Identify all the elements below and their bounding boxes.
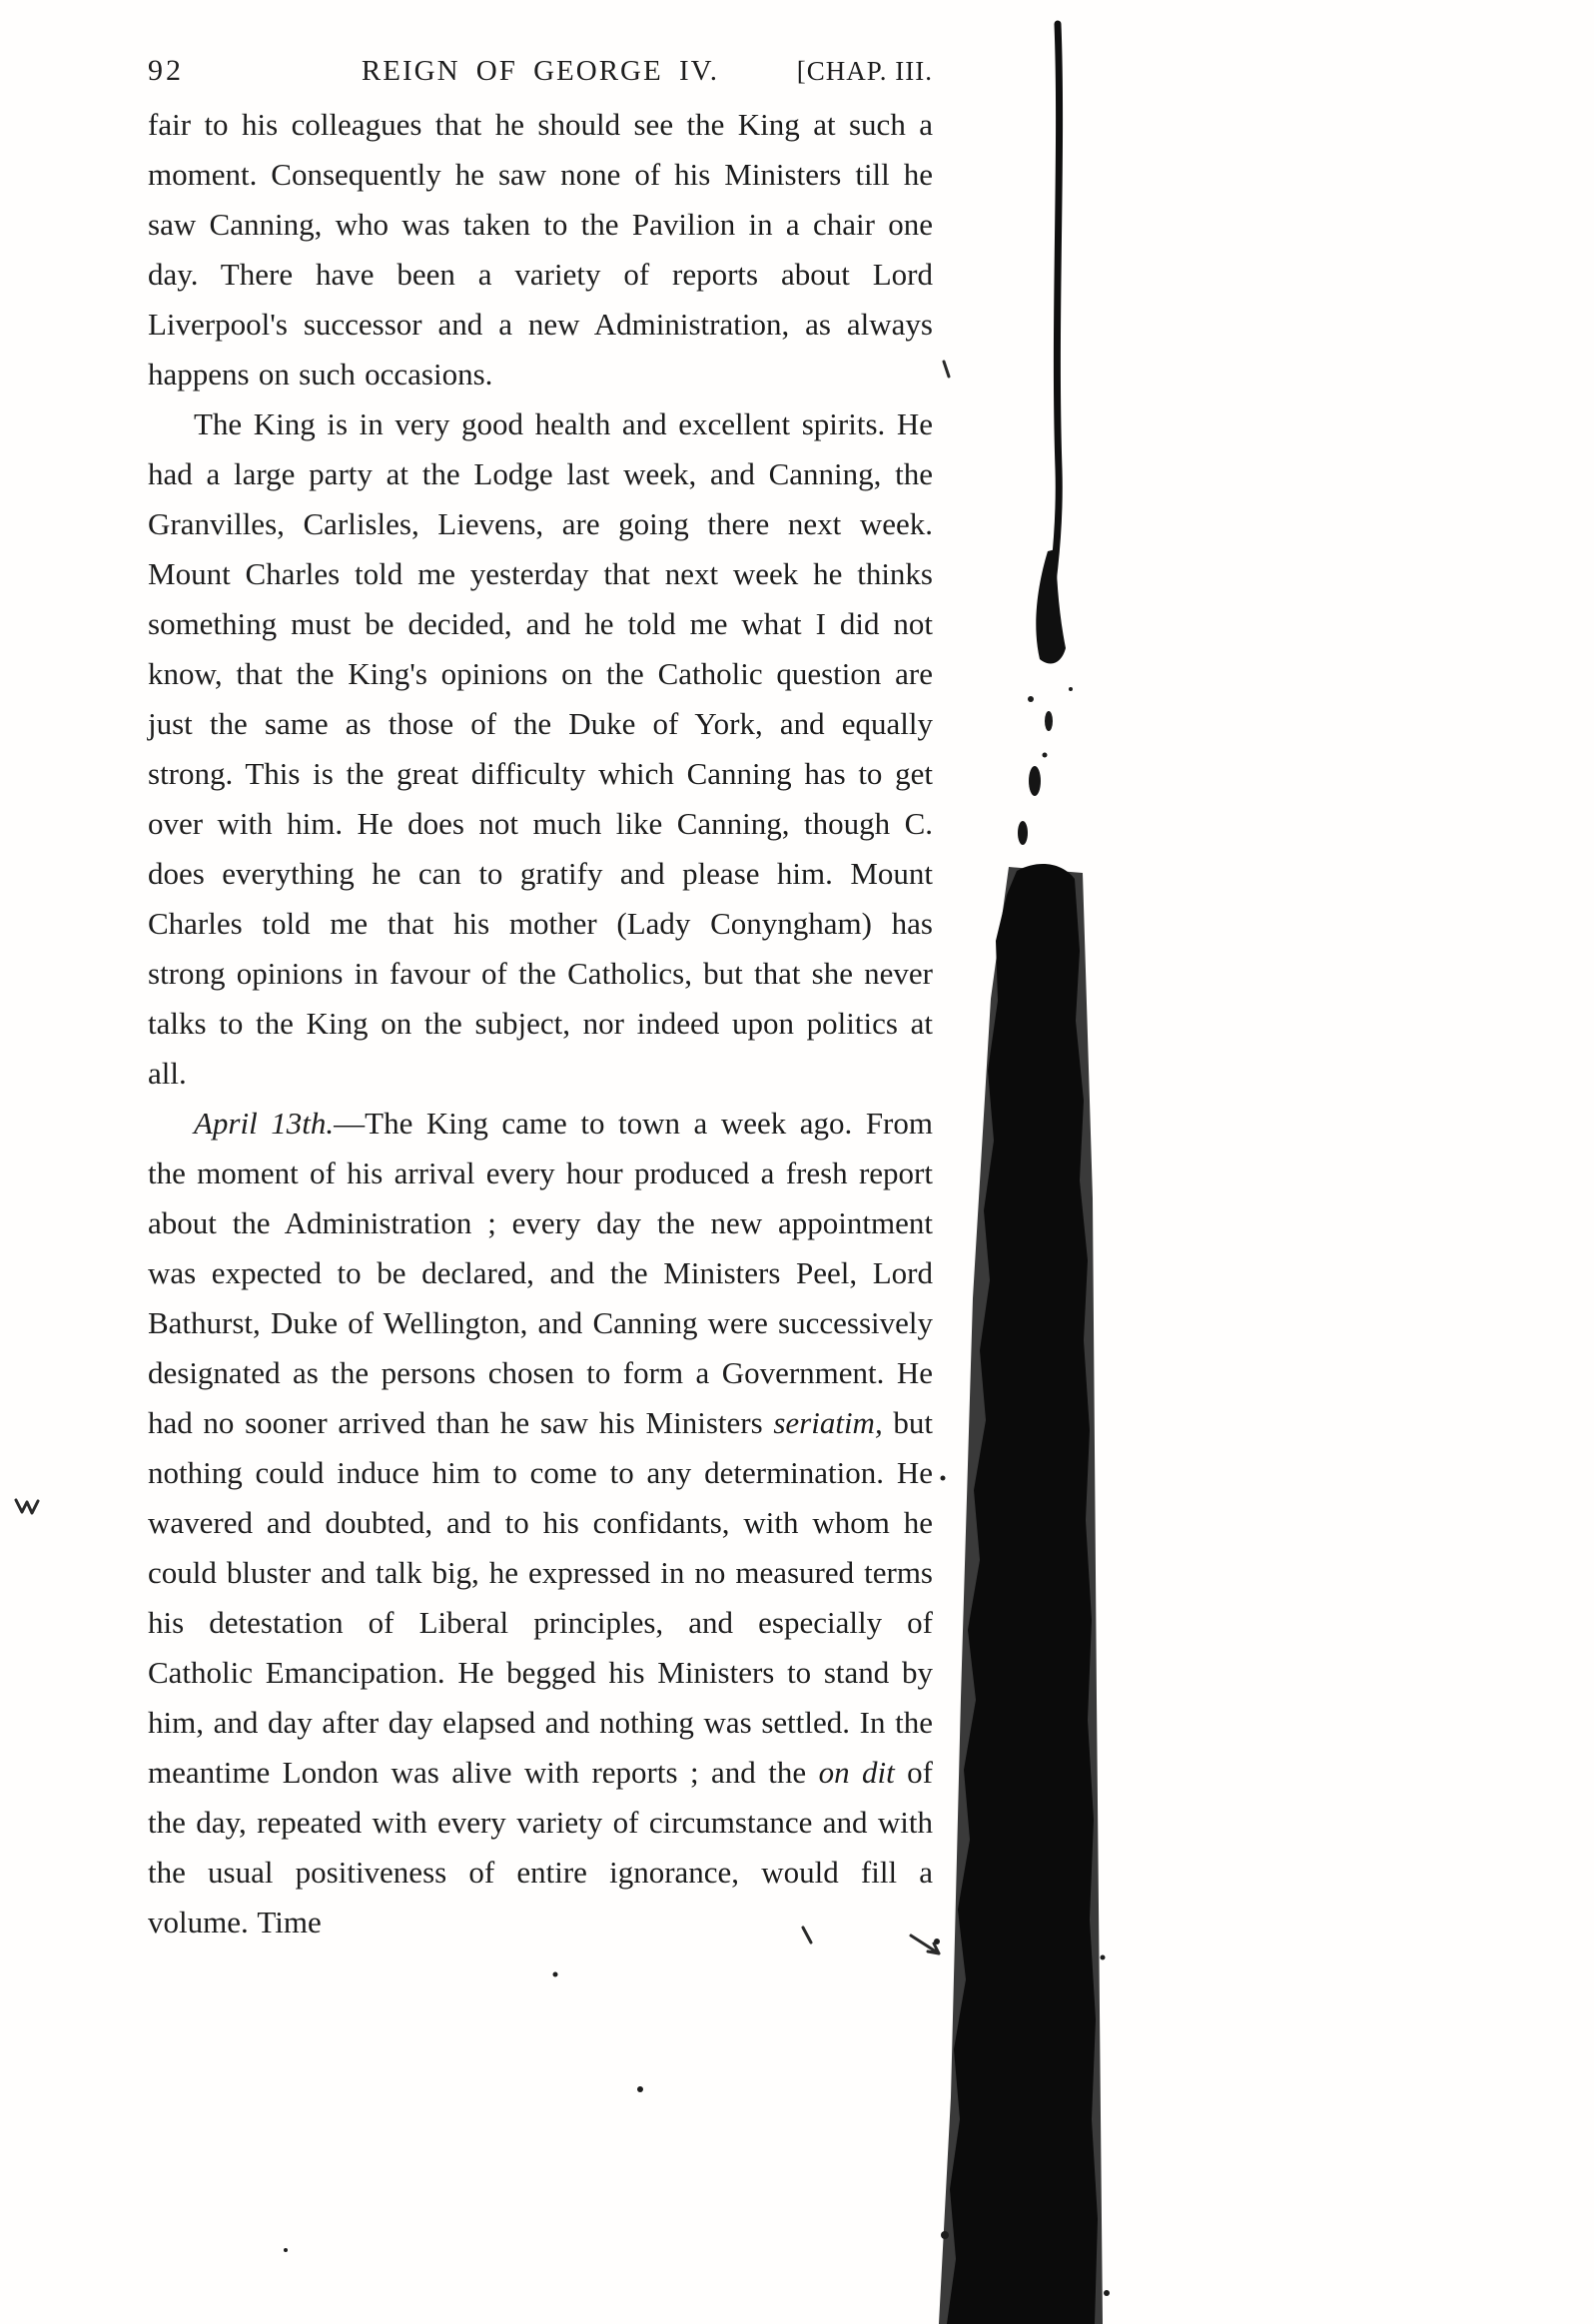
ink-streak bbox=[1045, 711, 1053, 731]
italic-text: April 13th. bbox=[194, 1106, 335, 1141]
body-text: but nothing could induce him to come to any determination. He wavered and doubted, and to his confidants, with whom he could bluster and talk big, he expressed in no measured terms his detestation of Liberal principles, and especially of Catholic Emancipation. He begged his Ministers to stand by him, and day after day elapsed and nothing was settled. In the meantime London was alive with reports ; and the bbox=[148, 1405, 933, 1790]
binding-shadow bbox=[939, 24, 1103, 2324]
body-text: —The King came to town a week ago. From the moment of his arrival every hour produced a fresh report about the Administration ; every day the new appointment was expected to be declared, and the Ministers Peel, Lord Bathurst, Duke of Wellington, and Canning were successively designated as the persons chosen to form a Government. He had no sooner arrived than he saw his Ministers bbox=[148, 1106, 933, 1440]
italic-text: seriatim, bbox=[773, 1405, 883, 1440]
chapter-label: [CHAP. III. bbox=[796, 56, 933, 86]
running-title: REIGN OF GEORGE IV. bbox=[361, 55, 720, 87]
page-number: 92 bbox=[148, 54, 184, 87]
text-block bbox=[148, 100, 933, 1947]
italic-text: on dit bbox=[818, 1755, 895, 1790]
paragraph bbox=[148, 100, 933, 399]
stray-mark-quote bbox=[944, 362, 949, 377]
body-text: fair to his colleagues that he should see the King at such a moment. Consequently he saw none of his Ministers till he saw Canning, who was taken to the Pavilion in a chair one day. There have been a variety of reports about Lord Liverpool's successor and a new Administration, as always happens on such occasions. bbox=[148, 107, 933, 391]
ink-streak bbox=[1029, 766, 1041, 796]
binding-ink-blot bbox=[947, 864, 1098, 2324]
body-text: The King is in very good health and excellent spirits. He had a large party at the Lodge last week, and Canning, the Granvilles, Carlisles, Lievens, are going there next week. Mount Charles told me yesterday that next week he thinks something must be decided, and he told me what I did not know, that the King's opinions on the Catholic question are just the same as those of the Duke of York, and equally strong. This is the great difficulty which Canning has to get over with him. He does not much like Canning, though C. does everything he can to gratify and please him. Mount Charles told me that his mother (Lady Conyngham) has strong opinions in favour of the Catholics, but that she never talks to the King on the subject, nor indeed upon politics at all. bbox=[148, 406, 933, 1091]
stray-mark-w bbox=[16, 1500, 38, 1513]
scan-line-top bbox=[1043, 24, 1060, 649]
ink-streak bbox=[1018, 821, 1028, 845]
page-header bbox=[148, 54, 933, 88]
scan-smudge-mid bbox=[1036, 549, 1066, 663]
paragraph bbox=[148, 399, 933, 1099]
body-text: of the day, repeated with every variety of circumstance and with the usual positiveness of entire ignorance, would fill a volume. Time bbox=[148, 1755, 934, 1939]
binding-ink-blot-fringe bbox=[939, 867, 1103, 2324]
paragraph bbox=[148, 1099, 933, 1947]
